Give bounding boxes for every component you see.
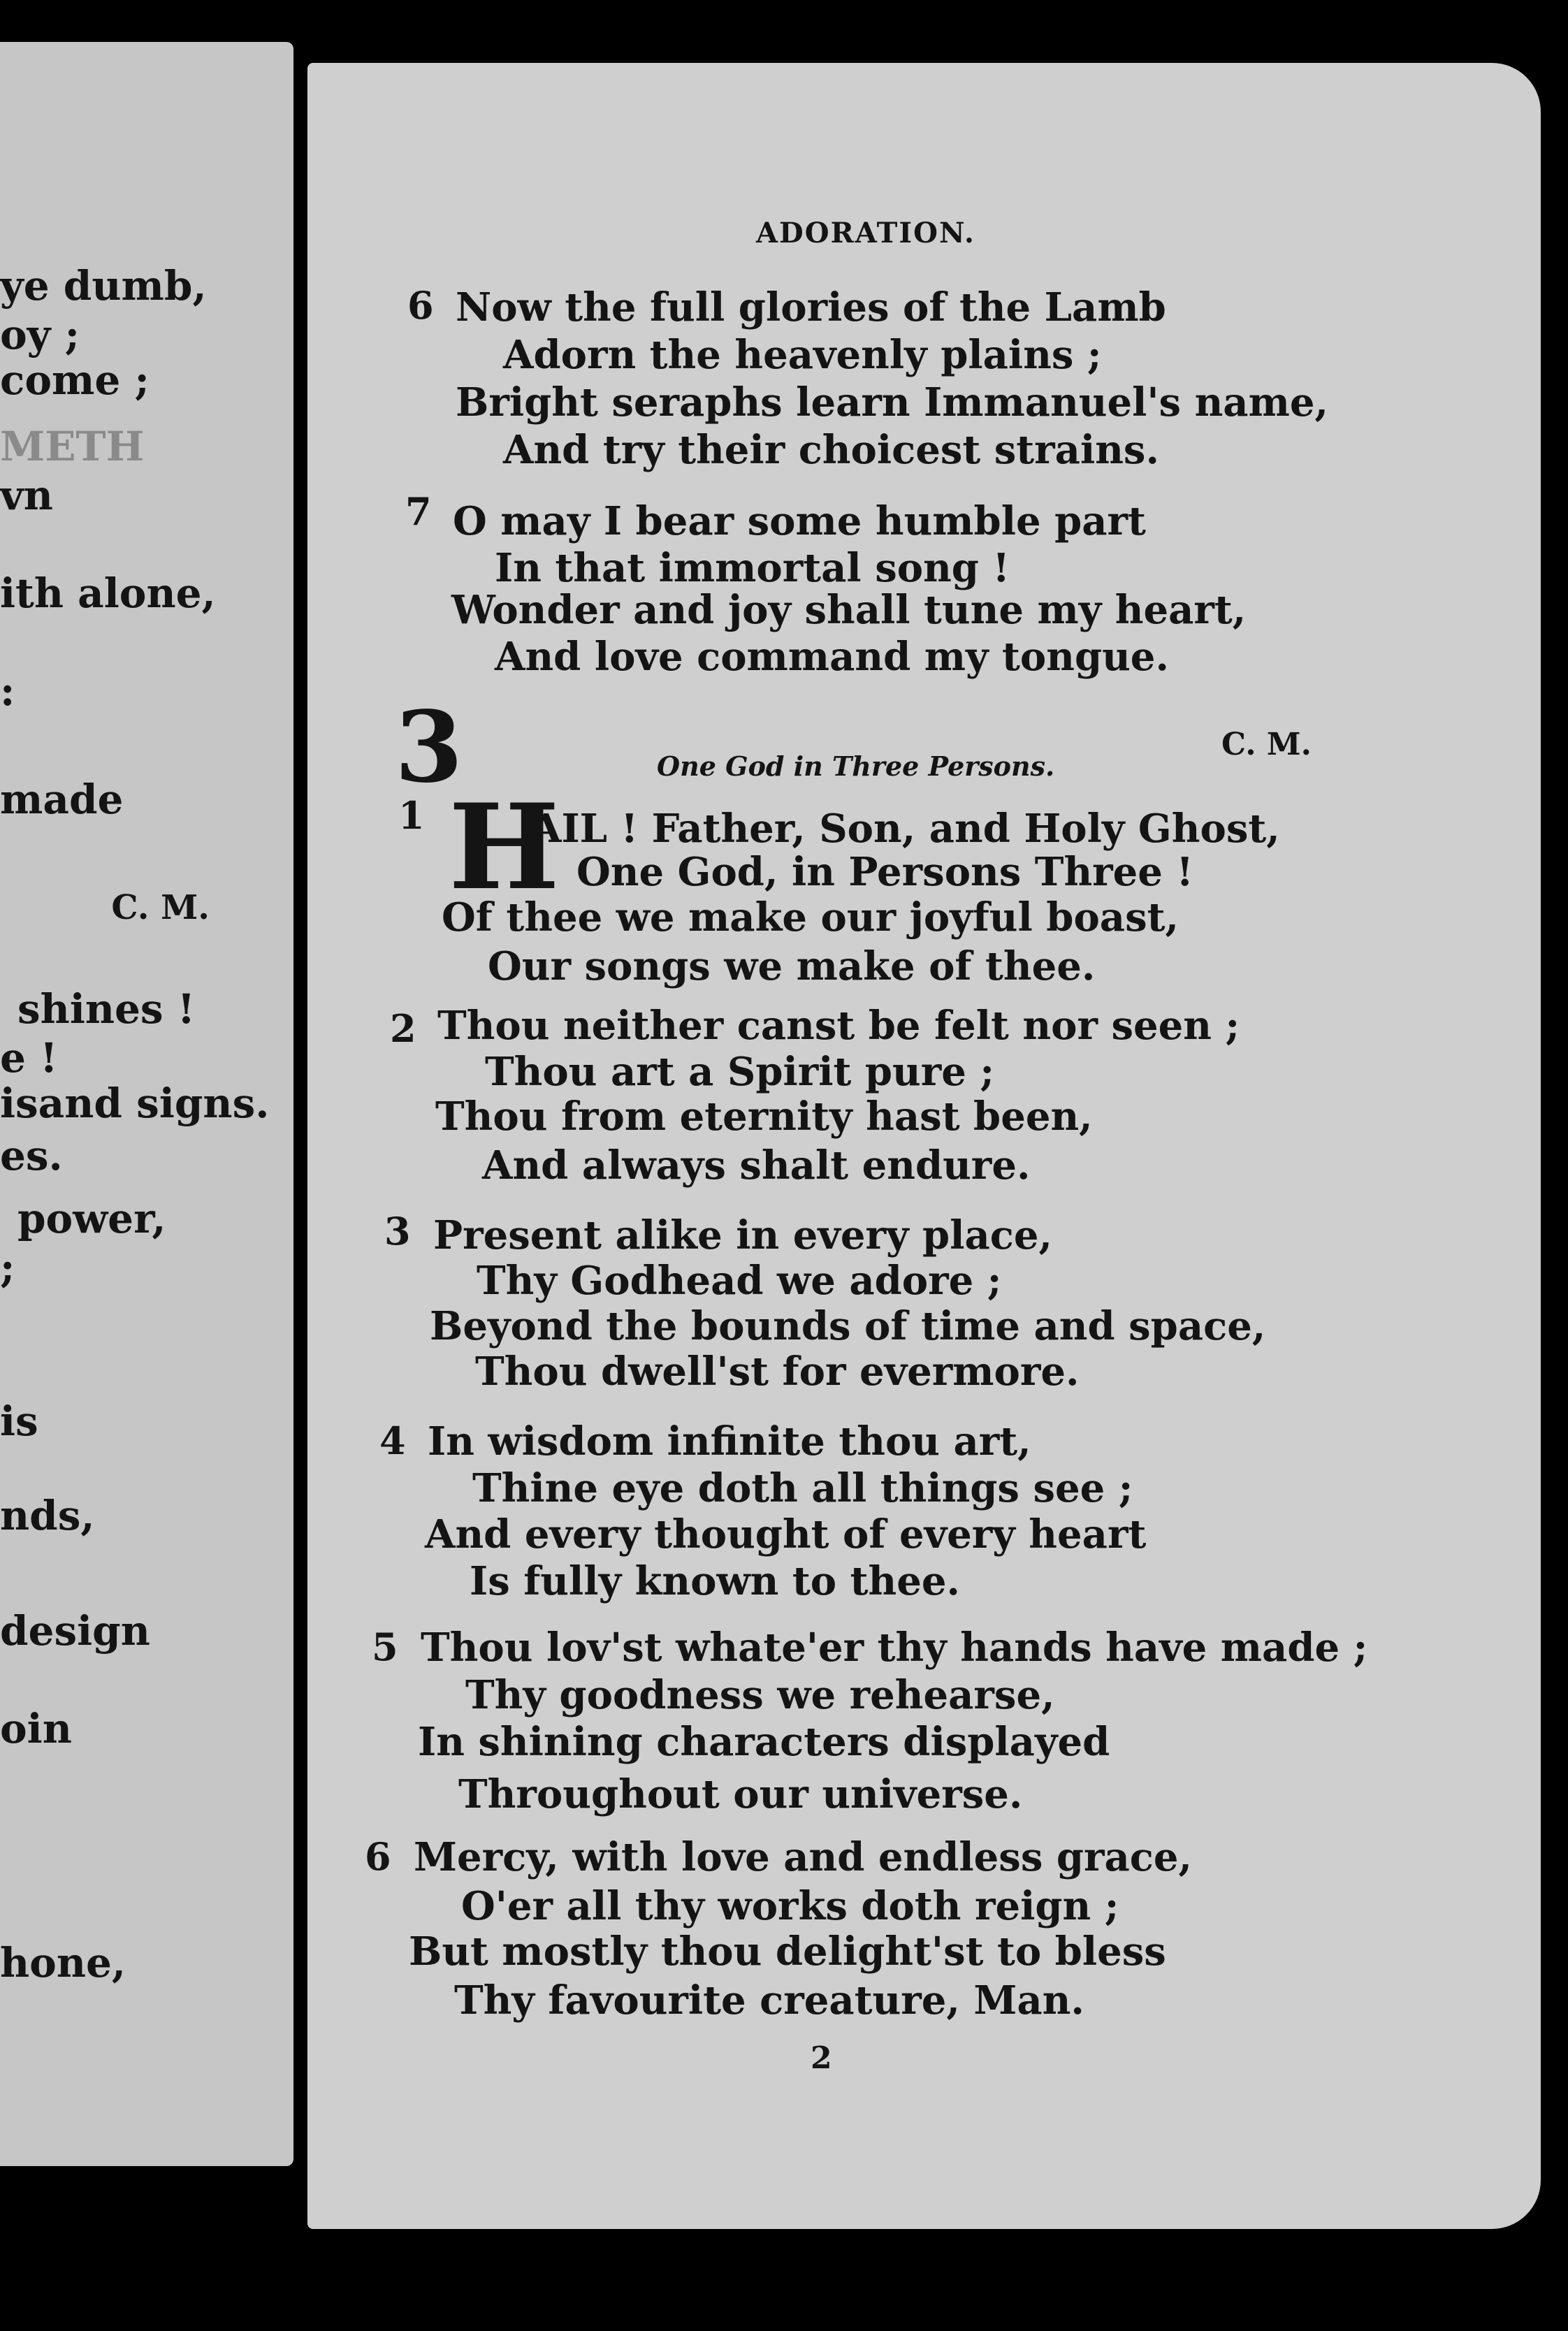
verse-line: Thy goodness we rehearse, (465, 1672, 1055, 1718)
left-line: made (0, 776, 124, 823)
verse-line: Thine eye doth all things see ; (472, 1465, 1133, 1511)
left-line: isand signs. (0, 1080, 270, 1127)
left-meter: C. M. (111, 888, 210, 927)
hymn-meter: C. M. (1221, 727, 1312, 762)
verse-line: Thou art a Spirit pure ; (485, 1049, 995, 1095)
verse-number: 4 (379, 1418, 406, 1463)
verse-number: 6 (365, 1834, 391, 1879)
verse-line: O may I bear some humble part (453, 498, 1146, 544)
verse-line: Thou from eternity hast been, (435, 1094, 1093, 1140)
verse-line: In wisdom infinite thou art, (428, 1418, 1031, 1465)
left-line: : (0, 667, 15, 715)
left-line: hone, (0, 1939, 126, 1987)
verse-line: And every thought of every heart (425, 1511, 1147, 1557)
left-line: ; (0, 1244, 15, 1291)
verse-line: But mostly thou delight'st to bless (409, 1929, 1166, 1975)
verse-number: 1 (398, 793, 425, 838)
left-line: oin (0, 1705, 72, 1752)
left-line: METH (0, 423, 145, 470)
verse-number: 7 (405, 489, 432, 534)
left-line: ith alone, (0, 569, 216, 617)
verse-line: Bright seraphs learn Immanuel's name, (456, 379, 1328, 426)
verse-number: 6 (407, 283, 434, 328)
drop-cap: H (449, 778, 560, 916)
verse-line: And try their choicest strains. (503, 427, 1159, 473)
verse-line: And always shalt endure. (482, 1142, 1031, 1189)
verse-line: Thy favourite creature, Man. (454, 1977, 1084, 2024)
verse-line: Thou neither canst be felt nor seen ; (437, 1003, 1240, 1049)
verse-line: In that immortal song ! (495, 545, 1010, 591)
verse-line: Adorn the heavenly plains ; (503, 332, 1102, 378)
hymn-title: One God in Three Persons. (657, 750, 1055, 782)
left-line: vn (0, 472, 53, 519)
verse-line: Of thee we make our joyful boast, (442, 894, 1179, 941)
verse-line: In shining characters displayed (418, 1719, 1110, 1765)
verse-number: 2 (390, 1006, 416, 1051)
left-page (0, 42, 293, 2166)
left-line: nds, (0, 1492, 95, 1539)
left-line: power, (17, 1195, 166, 1242)
verse-line: Throughout our universe. (458, 1771, 1023, 1817)
verse-line: Now the full glories of the Lamb (456, 284, 1166, 331)
left-line: e ! (0, 1034, 58, 1082)
verse-number: 3 (384, 1209, 411, 1254)
signature-mark: 2 (811, 2040, 832, 2076)
left-line: ye dumb, (0, 262, 207, 310)
verse-number: 5 (372, 1625, 398, 1669)
verse-line: Thou lov'st whate'er thy hands have made ; (421, 1625, 1368, 1671)
verse-line: Beyond the bounds of time and space, (430, 1303, 1266, 1349)
verse-line: O'er all thy works doth reign ; (461, 1883, 1119, 1929)
left-line: oy ; (0, 311, 80, 358)
left-line: shines ! (17, 985, 196, 1033)
verse-line: AIL ! Father, Son, and Holy Ghost, (531, 806, 1280, 852)
verse-line: Is fully known to thee. (470, 1558, 960, 1604)
verse-line: Wonder and joy shall tune my heart, (451, 587, 1247, 633)
hymn-number: 3 (395, 690, 463, 805)
verse-line: One God, in Persons Three ! (576, 849, 1194, 895)
verse-line: Our songs we make of thee. (488, 943, 1096, 989)
verse-line: Thou dwell'st for evermore. (475, 1349, 1080, 1395)
verse-line: And love command my tongue. (495, 634, 1169, 680)
left-line: come ; (0, 356, 150, 404)
left-line: design (0, 1607, 150, 1655)
left-line: is (0, 1397, 38, 1445)
verse-line: Mercy, with love and endless grace, (414, 1834, 1193, 1880)
running-head: ADORATION. (756, 217, 975, 249)
verse-line: Thy Godhead we adore ; (477, 1258, 1002, 1304)
left-line: es. (0, 1132, 63, 1179)
verse-line: Present alike in every place, (433, 1212, 1052, 1258)
